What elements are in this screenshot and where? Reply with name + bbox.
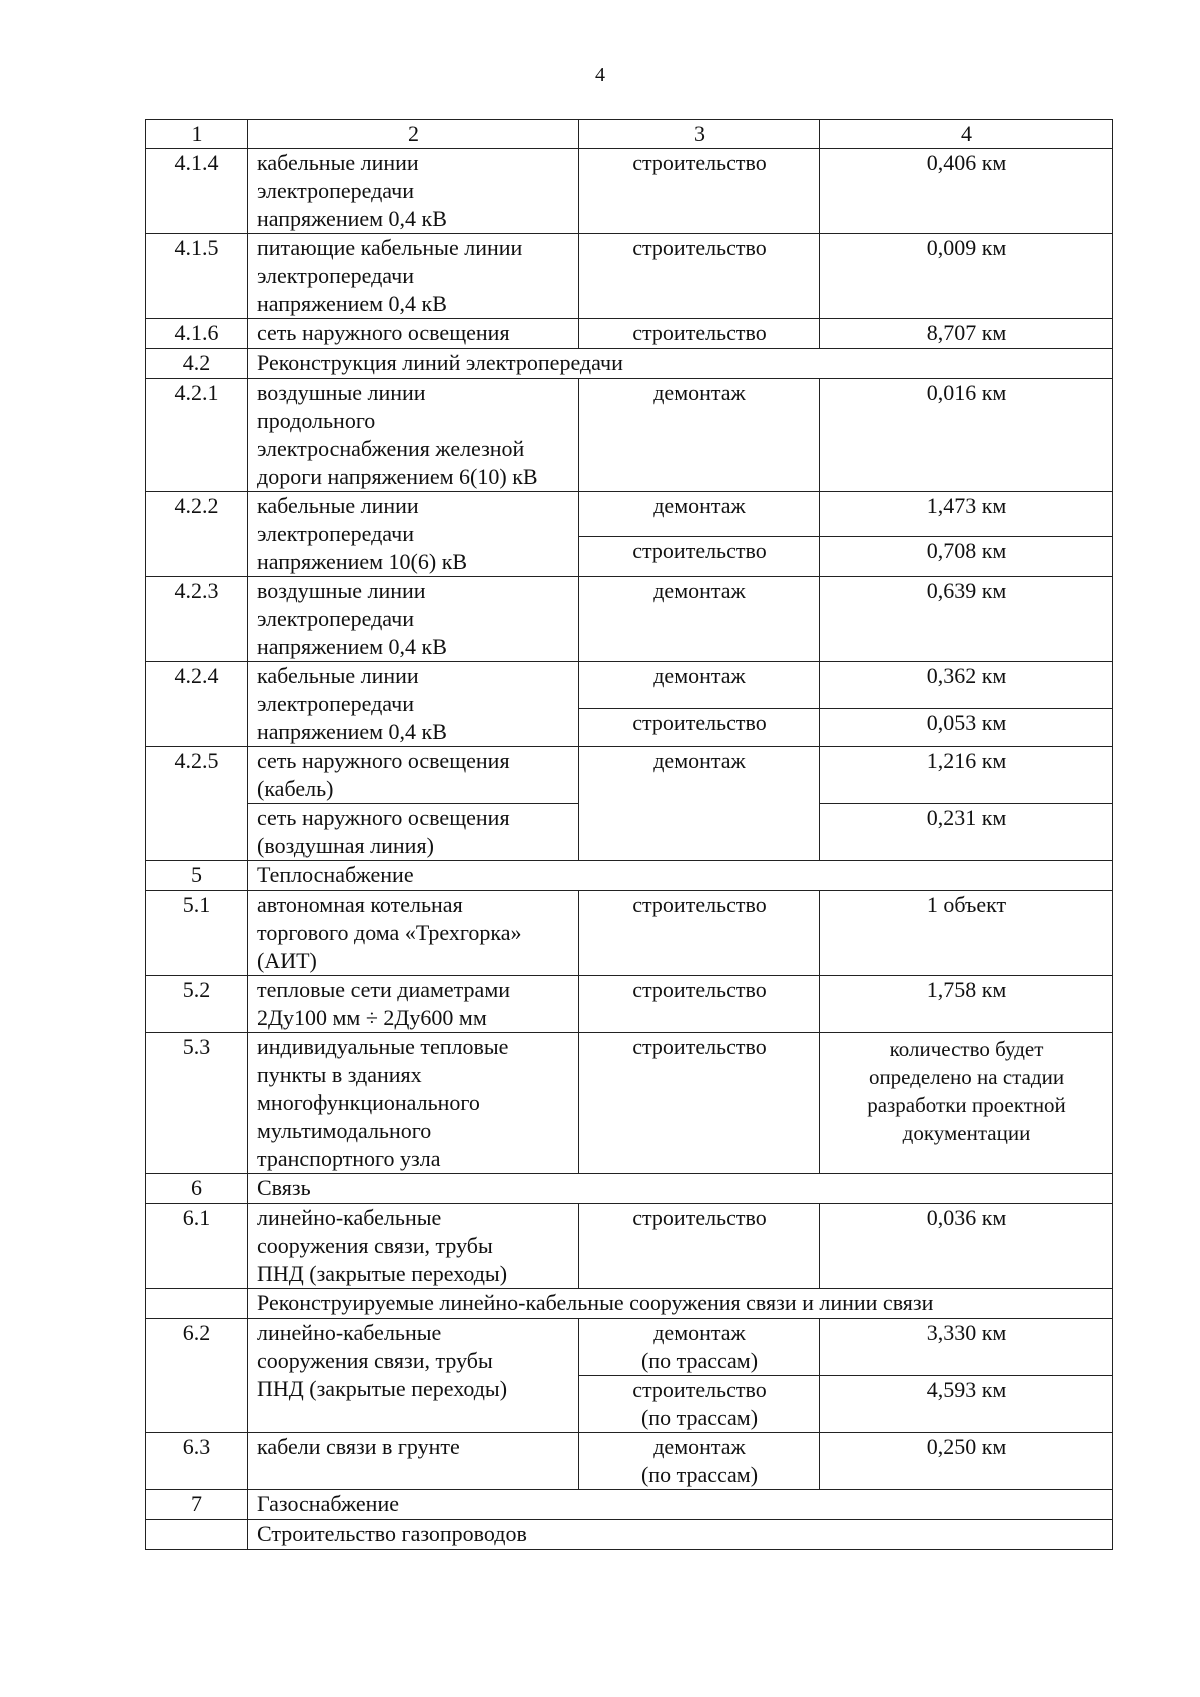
row-name: воздушные линии продольного электроснабжения железной дороги напряжением 6(10) кВ (257, 380, 538, 489)
section-title: Реконструкция линий электропередачи (257, 350, 623, 375)
row-work: строительство (632, 1034, 767, 1059)
row-work: строительство (632, 709, 767, 735)
row-value: 0,016 км (926, 380, 1007, 405)
row-work: строительство (632, 977, 767, 1002)
table-row (146, 1433, 1113, 1490)
row-value: 0,639 км (926, 578, 1007, 603)
row-work: демонтаж (по трассам) (640, 1434, 759, 1487)
row-name: автономная котельная торгового дома «Трехгорка» (АИТ) (257, 892, 522, 973)
section-number (146, 1520, 248, 1550)
row-name: сеть наружного освещения (кабель) (257, 748, 510, 801)
header-cell: 2 (248, 120, 579, 149)
row-name: линейно-кабельные сооружения связи, трубы ПНД (закрытые переходы) (257, 1205, 508, 1286)
row-work: демонтаж (653, 748, 746, 773)
row-value: 1,758 км (926, 977, 1007, 1002)
row-number: 5.1 (146, 891, 248, 976)
row-work: демонтаж (по трассам) (640, 1320, 759, 1373)
row-number: 4.2.4 (146, 662, 248, 747)
section-title: Газоснабжение (257, 1491, 399, 1516)
row-number: 5.3 (146, 1033, 248, 1174)
row-work: строительство (632, 320, 767, 345)
table-row (146, 492, 1113, 537)
row-value: количество будет определено на стадии разработки проектной документации (867, 1037, 1066, 1145)
header-cell: 4 (820, 120, 1113, 149)
row-work: строительство (632, 1205, 767, 1230)
row-value: 0,362 км (926, 663, 1007, 688)
section-title: Реконструируемые линейно-кабельные сооружения связи и линии связи (257, 1290, 934, 1315)
table-row (146, 319, 1113, 349)
row-value: 3,330 км (926, 1320, 1007, 1345)
section-row (146, 1174, 1113, 1204)
section-row (146, 1520, 1113, 1550)
row-name: сеть наружного освещения (257, 320, 510, 345)
section-row (146, 1289, 1113, 1319)
section-number: 5 (146, 861, 248, 891)
row-number: 4.1.4 (146, 149, 248, 234)
row-number: 5.2 (146, 976, 248, 1033)
header-cell: 1 (146, 120, 248, 149)
row-value: 0,406 км (926, 150, 1007, 175)
row-value: 1,473 км (926, 493, 1007, 518)
row-number: 4.2.5 (146, 747, 248, 861)
row-work: строительство (632, 537, 767, 563)
section-row (146, 861, 1113, 891)
table-row (146, 234, 1113, 319)
row-number: 4.2.1 (146, 379, 248, 492)
row-number: 4.1.5 (146, 234, 248, 319)
table-row (146, 1319, 1113, 1376)
row-value: 1,216 км (926, 748, 1007, 773)
section-row (146, 1490, 1113, 1520)
table-row (146, 747, 1113, 804)
row-value: 0,708 км (926, 537, 1007, 563)
row-work: демонтаж (653, 663, 746, 688)
section-title: Строительство газопроводов (257, 1521, 527, 1546)
table-row (146, 976, 1113, 1033)
row-work: строительство (632, 892, 767, 917)
section-title: Связь (257, 1175, 311, 1200)
row-number: 6.3 (146, 1433, 248, 1490)
row-number: 6.1 (146, 1204, 248, 1289)
row-work: демонтаж (653, 380, 746, 405)
row-value: 0,250 км (926, 1434, 1007, 1459)
row-work: демонтаж (653, 578, 746, 603)
row-name: кабельные линии электропередачи напряжением 0,4 кВ (257, 663, 447, 744)
row-work: демонтаж (653, 493, 746, 518)
row-name: тепловые сети диаметрами 2Ду100 мм ÷ 2Ду600 мм (257, 977, 511, 1030)
document-table (145, 119, 1113, 1550)
row-name: воздушные линии электропередачи напряжением 0,4 кВ (257, 578, 447, 659)
section-row (146, 349, 1113, 379)
table-row (146, 1033, 1113, 1174)
row-name: сеть наружного освещения (воздушная линия) (257, 805, 510, 858)
row-number: 6.2 (146, 1319, 248, 1433)
row-value: 1 объект (926, 892, 1007, 917)
section-number (146, 1289, 248, 1319)
row-number: 4.2.3 (146, 577, 248, 662)
row-name: линейно-кабельные сооружения связи, трубы ПНД (закрытые переходы) (257, 1320, 508, 1401)
table-row (146, 1204, 1113, 1289)
table-row (146, 149, 1113, 234)
header-cell: 3 (579, 120, 820, 149)
section-number: 6 (146, 1174, 248, 1204)
page-number: 4 (595, 64, 605, 86)
section-title: Теплоснабжение (257, 862, 414, 887)
row-value: 0,036 км (926, 1205, 1007, 1230)
row-value: 4,593 км (926, 1377, 1007, 1402)
row-name: питающие кабельные линии электропередачи напряжением 0,4 кВ (257, 235, 523, 316)
section-number: 7 (146, 1490, 248, 1520)
row-number: 4.2.2 (146, 492, 248, 577)
row-name: кабели связи в грунте (257, 1434, 460, 1459)
row-value: 0,231 км (926, 805, 1007, 830)
table-row (146, 577, 1113, 662)
row-value: 8,707 км (926, 320, 1007, 345)
row-work: строительство (632, 235, 767, 260)
section-number: 4.2 (146, 349, 248, 379)
row-name: кабельные линии электропередачи напряжением 0,4 кВ (257, 150, 447, 231)
row-name: индивидуальные тепловые пункты в зданиях многофункционального мультимодального транспортного узла (257, 1034, 509, 1171)
row-work: строительство (632, 150, 767, 175)
row-value: 0,009 км (926, 235, 1007, 260)
row-number: 4.1.6 (146, 319, 248, 349)
table-header-row (146, 120, 1113, 149)
table-row (146, 891, 1113, 976)
table-row (146, 379, 1113, 492)
row-value: 0,053 км (926, 709, 1007, 735)
row-name: кабельные линии электропередачи напряжением 10(6) кВ (257, 493, 468, 574)
row-work: строительство (по трассам) (632, 1377, 767, 1430)
table-row (146, 662, 1113, 709)
